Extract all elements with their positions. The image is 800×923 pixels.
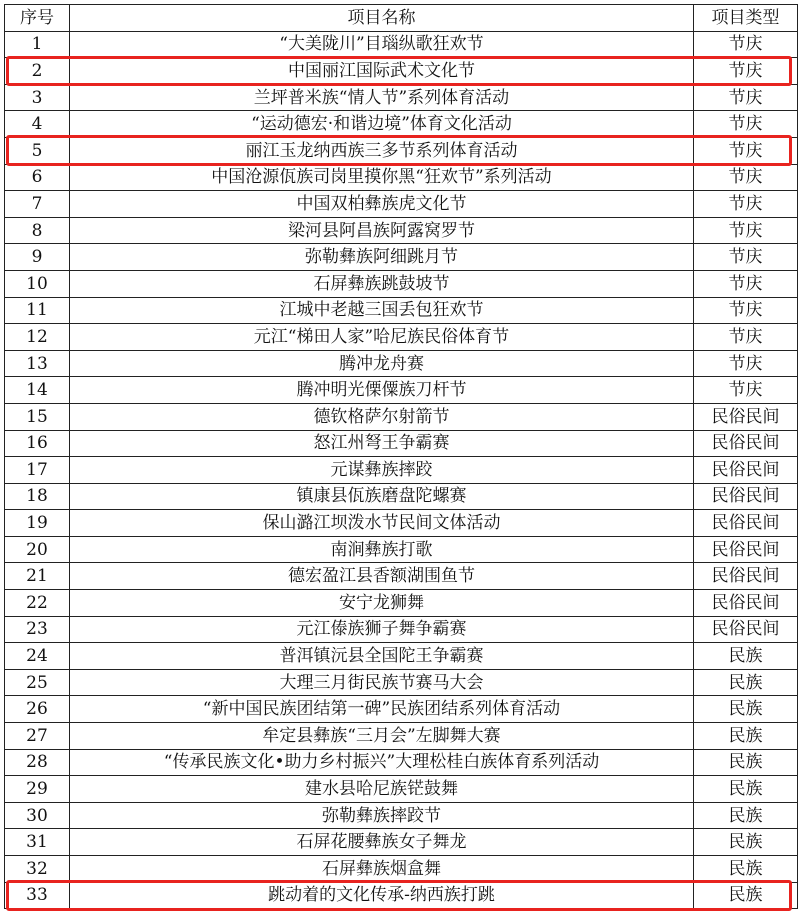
- cell-project-name: 保山潞江坝泼水节民间文体活动: [70, 510, 694, 537]
- cell-project-name: 元江“梯田人家”哈尼族民俗体育节: [70, 324, 694, 351]
- table-row: [5, 297, 798, 324]
- cell-project-type: 民俗民间: [694, 563, 798, 590]
- cell-project-name: 南涧彝族打歌: [70, 536, 694, 563]
- table-row: [5, 563, 798, 590]
- table-row: [5, 590, 798, 617]
- cell-project-type: 节庆: [694, 137, 798, 164]
- cell-serial-number: 15: [5, 403, 70, 430]
- cell-project-type: 民族: [694, 643, 798, 670]
- cell-serial-number: 33: [5, 882, 70, 909]
- table-row: [5, 324, 798, 351]
- cell-project-type: 节庆: [694, 84, 798, 111]
- cell-project-name: 中国沧源佤族司岗里摸你黑“狂欢节”系列活动: [70, 164, 694, 191]
- cell-project-name: “大美陇川”目瑙纵歌狂欢节: [70, 31, 694, 58]
- cell-serial-number: 28: [5, 749, 70, 776]
- cell-serial-number: 16: [5, 430, 70, 457]
- cell-project-name: 弥勒彝族摔跤节: [70, 802, 694, 829]
- cell-project-type: 民俗民间: [694, 483, 798, 510]
- table-row: [5, 536, 798, 563]
- cell-project-name: 石屏彝族烟盒舞: [70, 856, 694, 883]
- cell-serial-number: 27: [5, 723, 70, 750]
- cell-project-name: 腾冲龙舟赛: [70, 350, 694, 377]
- cell-project-name: 丽江玉龙纳西族三多节系列体育活动: [70, 137, 694, 164]
- cell-project-type: 节庆: [694, 111, 798, 138]
- cell-project-name: 普洱镇沅县全国陀王争霸赛: [70, 643, 694, 670]
- table-row: [5, 723, 798, 750]
- cell-project-name: 怒江州弩王争霸赛: [70, 430, 694, 457]
- cell-project-type: 节庆: [694, 58, 798, 85]
- cell-serial-number: 2: [5, 58, 70, 85]
- table-row: [5, 643, 798, 670]
- table-row: [5, 696, 798, 723]
- cell-project-type: 民俗民间: [694, 616, 798, 643]
- cell-serial-number: 14: [5, 377, 70, 404]
- cell-serial-number: 20: [5, 536, 70, 563]
- cell-project-name: 大理三月街民族节赛马大会: [70, 669, 694, 696]
- cell-serial-number: 29: [5, 776, 70, 803]
- table-row: [5, 58, 798, 85]
- table-row: [5, 882, 798, 909]
- cell-project-type: 节庆: [694, 217, 798, 244]
- cell-serial-number: 1: [5, 31, 70, 58]
- cell-project-type: 民俗民间: [694, 590, 798, 617]
- table-row: [5, 84, 798, 111]
- table-header-row: [5, 5, 798, 32]
- cell-project-name: “运动德宏·和谐边境”体育文化活动: [70, 111, 694, 138]
- cell-project-name: “新中国民族团结第一碑”民族团结系列体育活动: [70, 696, 694, 723]
- cell-project-name: 安宁龙狮舞: [70, 590, 694, 617]
- cell-serial-number: 6: [5, 164, 70, 191]
- header-serial-number: 序号: [5, 5, 70, 32]
- cell-project-name: 石屏彝族跳鼓坡节: [70, 270, 694, 297]
- cell-project-type: 民俗民间: [694, 430, 798, 457]
- project-table: [4, 4, 798, 909]
- table-row: [5, 350, 798, 377]
- table-row: [5, 457, 798, 484]
- cell-project-type: 节庆: [694, 377, 798, 404]
- table-row: [5, 270, 798, 297]
- cell-project-name: 元谋彝族摔跤: [70, 457, 694, 484]
- table-row: [5, 749, 798, 776]
- table-row: [5, 829, 798, 856]
- cell-serial-number: 25: [5, 669, 70, 696]
- cell-project-name: 弥勒彝族阿细跳月节: [70, 244, 694, 271]
- cell-serial-number: 23: [5, 616, 70, 643]
- cell-serial-number: 22: [5, 590, 70, 617]
- table-row: [5, 483, 798, 510]
- cell-project-type: 节庆: [694, 31, 798, 58]
- table-row: [5, 164, 798, 191]
- cell-serial-number: 24: [5, 643, 70, 670]
- cell-project-name: 牟定县彝族“三月会”左脚舞大赛: [70, 723, 694, 750]
- cell-project-type: 民俗民间: [694, 510, 798, 537]
- cell-serial-number: 10: [5, 270, 70, 297]
- cell-serial-number: 4: [5, 111, 70, 138]
- header-project-name: 项目名称: [70, 5, 694, 32]
- cell-project-type: 节庆: [694, 350, 798, 377]
- cell-project-type: 节庆: [694, 191, 798, 218]
- cell-project-type: 节庆: [694, 244, 798, 271]
- cell-serial-number: 13: [5, 350, 70, 377]
- cell-project-name: 兰坪普米族“情人节”系列体育活动: [70, 84, 694, 111]
- cell-project-name: 腾冲明光傈僳族刀杆节: [70, 377, 694, 404]
- cell-serial-number: 30: [5, 802, 70, 829]
- cell-serial-number: 19: [5, 510, 70, 537]
- cell-serial-number: 21: [5, 563, 70, 590]
- table-row: [5, 377, 798, 404]
- cell-serial-number: 9: [5, 244, 70, 271]
- cell-project-name: 元江傣族狮子舞争霸赛: [70, 616, 694, 643]
- cell-project-type: 民俗民间: [694, 536, 798, 563]
- cell-project-type: 民族: [694, 669, 798, 696]
- table-row: [5, 111, 798, 138]
- cell-serial-number: 8: [5, 217, 70, 244]
- cell-serial-number: 32: [5, 856, 70, 883]
- table-row: [5, 244, 798, 271]
- cell-project-name: 跳动着的文化传承-纳西族打跳: [70, 882, 694, 909]
- cell-serial-number: 7: [5, 191, 70, 218]
- cell-project-type: 节庆: [694, 270, 798, 297]
- cell-project-type: 民族: [694, 696, 798, 723]
- cell-project-name: 德钦格萨尔射箭节: [70, 403, 694, 430]
- header-project-type: 项目类型: [694, 5, 798, 32]
- cell-project-name: “传承民族文化•助力乡村振兴”大理松桂白族体育系列活动: [70, 749, 694, 776]
- table-row: [5, 217, 798, 244]
- table-row: [5, 403, 798, 430]
- cell-serial-number: 5: [5, 137, 70, 164]
- cell-serial-number: 12: [5, 324, 70, 351]
- cell-project-name: 中国丽江国际武术文化节: [70, 58, 694, 85]
- cell-project-type: 民族: [694, 723, 798, 750]
- cell-serial-number: 18: [5, 483, 70, 510]
- cell-serial-number: 11: [5, 297, 70, 324]
- cell-project-name: 建水县哈尼族铓鼓舞: [70, 776, 694, 803]
- cell-project-type: 节庆: [694, 164, 798, 191]
- table-row: [5, 616, 798, 643]
- cell-project-type: 民族: [694, 882, 798, 909]
- cell-project-name: 镇康县佤族磨盘陀螺赛: [70, 483, 694, 510]
- cell-project-type: 民族: [694, 802, 798, 829]
- table-row: [5, 856, 798, 883]
- table-row: [5, 776, 798, 803]
- table-row: [5, 669, 798, 696]
- cell-project-type: 节庆: [694, 324, 798, 351]
- cell-project-name: 江城中老越三国丢包狂欢节: [70, 297, 694, 324]
- cell-serial-number: 31: [5, 829, 70, 856]
- table-row: [5, 430, 798, 457]
- cell-serial-number: 26: [5, 696, 70, 723]
- table-body: [5, 31, 798, 909]
- cell-project-type: 民族: [694, 776, 798, 803]
- cell-serial-number: 3: [5, 84, 70, 111]
- cell-project-type: 民族: [694, 749, 798, 776]
- cell-project-type: 节庆: [694, 297, 798, 324]
- cell-serial-number: 17: [5, 457, 70, 484]
- cell-project-name: 德宏盈江县香额湖围鱼节: [70, 563, 694, 590]
- table-row: [5, 510, 798, 537]
- table-row: [5, 31, 798, 58]
- cell-project-name: 中国双柏彝族虎文化节: [70, 191, 694, 218]
- project-table-container: [4, 4, 797, 909]
- cell-project-name: 石屏花腰彝族女子舞龙: [70, 829, 694, 856]
- cell-project-type: 民族: [694, 856, 798, 883]
- cell-project-type: 民族: [694, 829, 798, 856]
- table-row: [5, 802, 798, 829]
- cell-project-type: 民俗民间: [694, 457, 798, 484]
- cell-project-name: 梁河县阿昌族阿露窝罗节: [70, 217, 694, 244]
- cell-project-type: 民俗民间: [694, 403, 798, 430]
- table-row: [5, 137, 798, 164]
- table-row: [5, 191, 798, 218]
